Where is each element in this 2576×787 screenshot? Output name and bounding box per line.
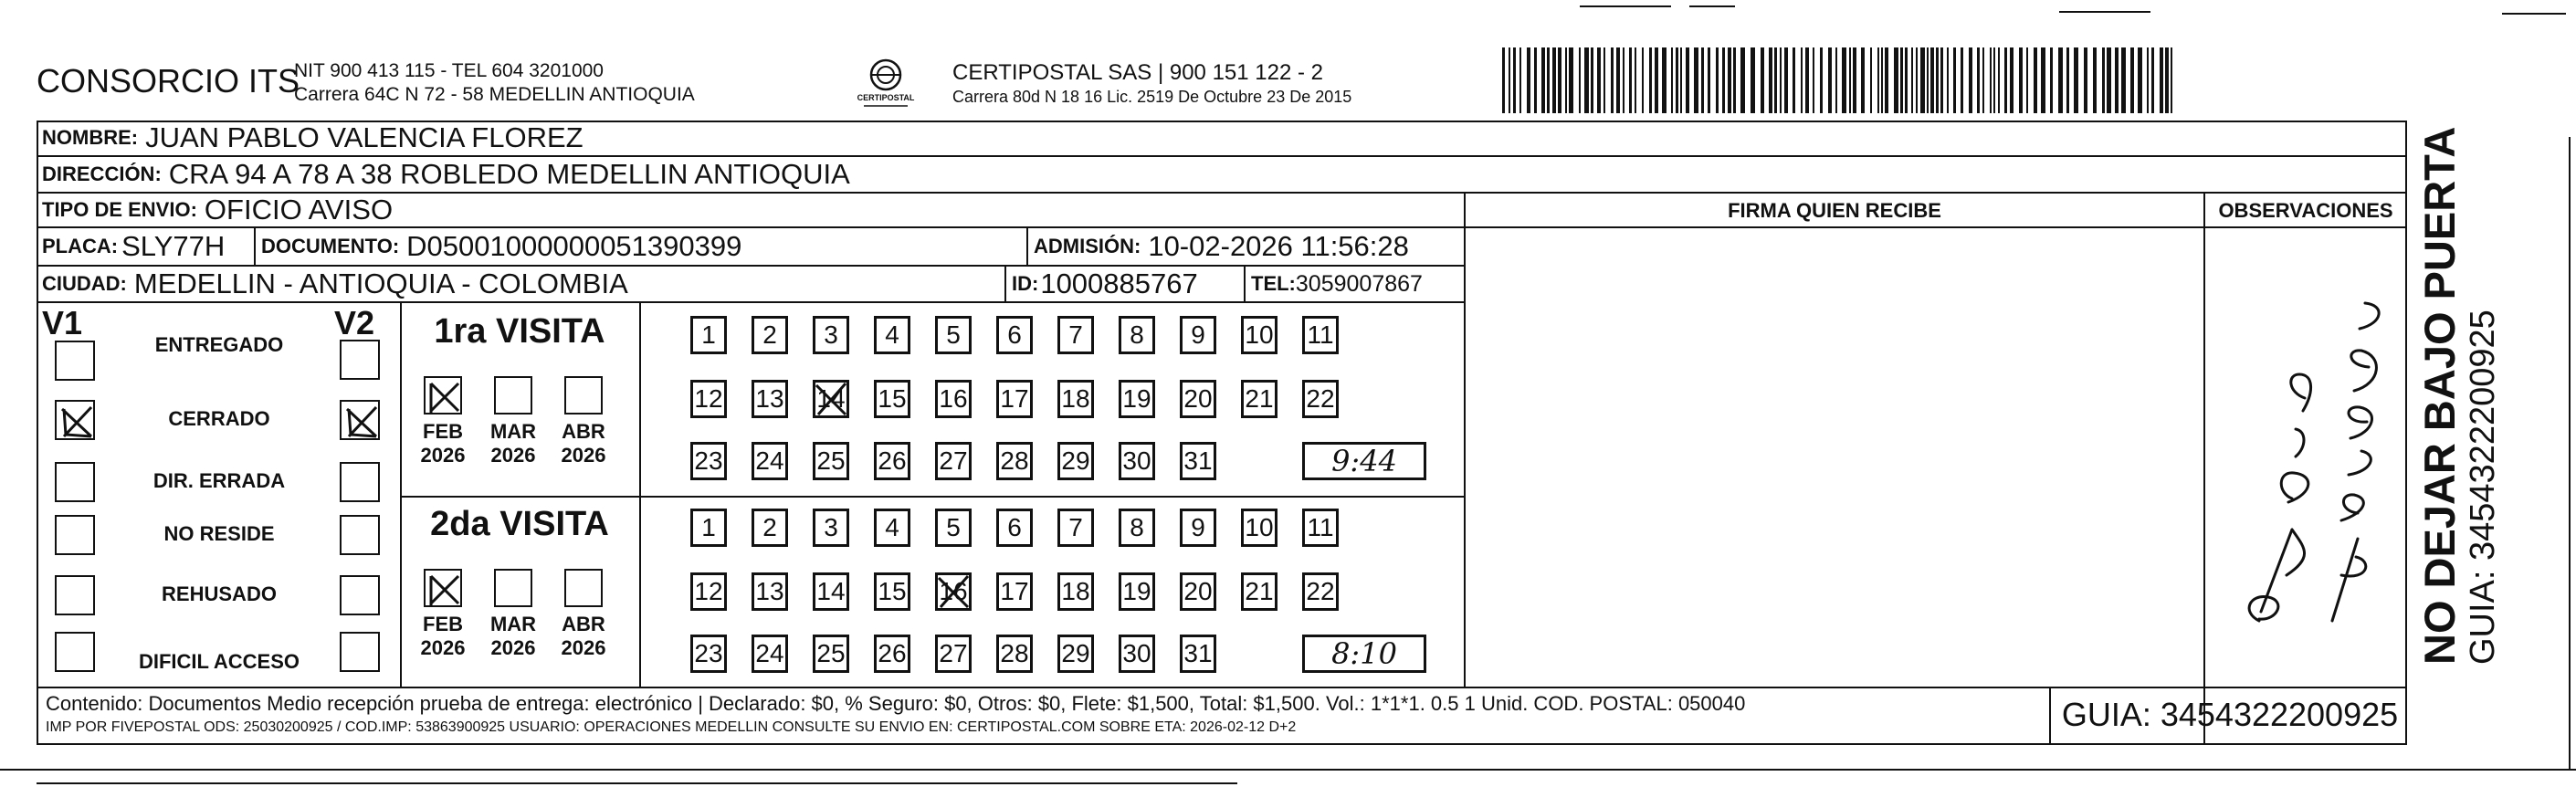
day-box[interactable]: 24 — [752, 442, 788, 480]
admision-cell — [1028, 228, 1463, 265]
v1-checkbox[interactable] — [55, 462, 95, 502]
day-box[interactable]: 11 — [1302, 509, 1339, 547]
no-dejar-text: NO DEJAR BAJO PUERTA — [2415, 126, 2464, 665]
day-box[interactable]: 20 — [1180, 380, 1216, 418]
v2-checkbox[interactable] — [340, 340, 380, 380]
id-value: 1000885767 — [1040, 268, 1198, 299]
day-box[interactable]: 29 — [1057, 635, 1094, 673]
side-guia: GUIA: 3454322200925 — [2464, 310, 2502, 665]
month-checkbox[interactable] — [564, 376, 603, 414]
day-box[interactable]: 25 — [813, 635, 849, 673]
day-box[interactable]: 21 — [1241, 572, 1277, 611]
day-box[interactable]: 31 — [1180, 635, 1216, 673]
month-checkbox[interactable] — [494, 569, 532, 607]
day-box[interactable]: 19 — [1119, 572, 1155, 611]
ciudad-value: MEDELLIN - ANTIOQUIA - COLOMBIA — [133, 268, 628, 299]
year-label: 2026 — [561, 444, 606, 467]
day-box[interactable]: 11 — [1302, 316, 1339, 354]
day-box[interactable]: 8 — [1119, 316, 1155, 354]
day-box[interactable]: 30 — [1119, 442, 1155, 480]
day-box[interactable]: 20 — [1180, 572, 1216, 611]
day-box[interactable]: 18 — [1057, 380, 1094, 418]
id-cell — [1006, 267, 1246, 301]
status-label: DIFICIL ACCESO — [138, 650, 300, 673]
day-box[interactable]: 31 — [1180, 442, 1216, 480]
visit-title: 1ra VISITA — [434, 312, 605, 351]
month-label: MAR — [489, 613, 537, 635]
observaciones-handwriting — [2204, 228, 2407, 687]
day-box[interactable]: 1 — [690, 509, 727, 547]
day-box[interactable]: 22 — [1302, 572, 1339, 611]
day-box[interactable]: 9 — [1180, 509, 1216, 547]
side-text — [2415, 126, 2535, 665]
day-box[interactable]: 18 — [1057, 572, 1094, 611]
admision-label: ADMISIÓN: — [1034, 235, 1141, 257]
day-box[interactable]: 17 — [996, 380, 1033, 418]
company-name: CONSORCIO ITS — [37, 62, 300, 100]
tipo-label: TIPO DE ENVIO: — [42, 198, 197, 221]
day-box[interactable]: 17 — [996, 572, 1033, 611]
day-box[interactable]: 26 — [874, 635, 910, 673]
day-box[interactable]: 13 — [752, 572, 788, 611]
day-box[interactable]: 13 — [752, 380, 788, 418]
month-label: ABR — [562, 420, 605, 443]
v2-checkbox[interactable] — [340, 400, 380, 440]
day-box[interactable]: 10 — [1241, 316, 1277, 354]
month-label: MAR — [489, 420, 537, 443]
v1-checkbox[interactable] — [55, 400, 95, 440]
direccion-value: CRA 94 A 78 A 38 ROBLEDO MEDELLIN ANTIOQUIA — [168, 158, 850, 190]
tel-value: 3059007867 — [1295, 270, 1423, 297]
day-box[interactable]: 4 — [874, 509, 910, 547]
day-box[interactable]: 19 — [1119, 380, 1155, 418]
v1-checkbox[interactable] — [55, 632, 95, 672]
v2-checkbox[interactable] — [340, 515, 380, 555]
day-box[interactable]: 14 — [813, 572, 849, 611]
v2-label: V2 — [334, 304, 375, 341]
firma-label: FIRMA QUIEN RECIBE — [1728, 199, 1941, 222]
day-box[interactable]: 28 — [996, 442, 1033, 480]
admision-value: 10-02-2026 11:56:28 — [1148, 230, 1409, 262]
nombre-value: JUAN PABLO VALENCIA FLOREZ — [145, 121, 584, 153]
day-box[interactable]: 22 — [1302, 380, 1339, 418]
month-label: ABR — [562, 613, 605, 635]
day-box[interactable]: 27 — [935, 635, 972, 673]
status-label: DIR. ERRADA — [152, 469, 286, 492]
tipo-value: OFICIO AVISO — [204, 194, 394, 226]
month-checkbox[interactable] — [424, 569, 462, 607]
v1-label: V1 — [42, 304, 83, 341]
nombre-row — [37, 121, 2407, 157]
day-box[interactable]: 5 — [935, 316, 972, 354]
day-box[interactable]: 10 — [1241, 509, 1277, 547]
v2-checkbox[interactable] — [340, 462, 380, 502]
tel-label: TEL: — [1251, 272, 1296, 295]
visit-time: 9:44 — [1302, 442, 1426, 480]
month-checkbox[interactable] — [564, 569, 603, 607]
day-box[interactable]: 7 — [1057, 509, 1094, 547]
ciudad-row — [37, 267, 1465, 303]
day-box[interactable]: 16 — [935, 380, 972, 418]
year-label: 2026 — [420, 636, 466, 659]
month-checkbox[interactable] — [424, 376, 462, 414]
day-box[interactable]: 23 — [690, 442, 727, 480]
day-box[interactable]: 1 — [690, 316, 727, 354]
day-box[interactable]: 6 — [996, 509, 1033, 547]
status-label: CERRADO — [168, 407, 270, 430]
id-label: ID: — [1012, 272, 1039, 295]
day-box[interactable]: 3 — [813, 316, 849, 354]
certipostal-logo — [858, 53, 913, 110]
placa-value: SLY77H — [121, 230, 226, 262]
tel-cell — [1246, 267, 1463, 301]
barcode — [1502, 47, 2178, 113]
day-box[interactable]: 29 — [1057, 442, 1094, 480]
day-box[interactable]: 2 — [752, 509, 788, 547]
company-address: Carrera 64C N 72 - 58 MEDELLIN ANTIOQUIA — [294, 84, 695, 105]
day-box[interactable]: 30 — [1119, 635, 1155, 673]
day-box[interactable]: 9 — [1180, 316, 1216, 354]
v1-checkbox[interactable] — [55, 575, 95, 615]
month-label: FEB — [423, 420, 463, 443]
day-box[interactable]: 4 — [874, 316, 910, 354]
footer-imp: IMP POR FIVEPOSTAL ODS: 25030200925 / COD.IMP: 53863900925 USUARIO: OPERACIONES MEDELLIN CONSULTE SU ENVIO EN: CERTIPOSTAL.COM SOBRE ETA: 2026-02-12 D+2 — [46, 719, 1297, 735]
day-box[interactable]: 26 — [874, 442, 910, 480]
year-label: 2026 — [490, 444, 536, 467]
documento-label: DOCUMENTO: — [261, 235, 400, 257]
day-box[interactable]: 15 — [874, 380, 910, 418]
day-box[interactable]: 28 — [996, 635, 1033, 673]
nombre-label: NOMBRE: — [42, 126, 139, 149]
day-box[interactable]: 24 — [752, 635, 788, 673]
status-label: REHUSADO — [162, 582, 277, 605]
placa-row — [37, 228, 1465, 267]
placa-cell — [37, 228, 256, 265]
day-box[interactable]: 14 — [813, 380, 849, 418]
placa-label: PLACA: — [42, 235, 119, 257]
day-box[interactable]: 21 — [1241, 380, 1277, 418]
month-label: FEB — [423, 613, 463, 635]
footer-guia: GUIA: 3454322200925 — [2061, 696, 2399, 733]
company-nit: NIT 900 413 115 - TEL 604 3201000 — [294, 60, 604, 81]
day-box[interactable]: 25 — [813, 442, 849, 480]
year-label: 2026 — [561, 636, 606, 659]
status-label: NO RESIDE — [163, 522, 275, 545]
day-box[interactable]: 15 — [874, 572, 910, 611]
visit-title: 2da VISITA — [430, 505, 609, 543]
documento-value: D05001000000051390399 — [406, 230, 742, 262]
day-box[interactable]: 12 — [690, 380, 727, 418]
observaciones-label: OBSERVACIONES — [2218, 199, 2393, 222]
day-box[interactable]: 8 — [1119, 509, 1155, 547]
certipostal-address: Carrera 80d N 18 16 Lic. 2519 De Octubre 23 De 2015 — [952, 88, 1352, 106]
v1-checkbox[interactable] — [55, 341, 95, 381]
day-box[interactable]: 23 — [690, 635, 727, 673]
day-box[interactable]: 6 — [996, 316, 1033, 354]
direccion-label: DIRECCIÓN: — [42, 163, 162, 185]
direccion-row — [37, 157, 2407, 194]
day-box[interactable]: 5 — [935, 509, 972, 547]
status-label: ENTREGADO — [154, 333, 284, 356]
certipostal-nit: CERTIPOSTAL SAS | 900 151 122 - 2 — [952, 60, 1323, 85]
ciudad-cell — [37, 267, 1006, 301]
month-checkbox[interactable] — [494, 376, 532, 414]
v1-checkbox[interactable] — [55, 515, 95, 555]
v2-checkbox[interactable] — [340, 632, 380, 672]
day-box[interactable]: 27 — [935, 442, 972, 480]
day-box[interactable]: 3 — [813, 509, 849, 547]
year-label: 2026 — [490, 636, 536, 659]
day-box[interactable]: 7 — [1057, 316, 1094, 354]
day-box[interactable]: 2 — [752, 316, 788, 354]
day-box[interactable]: 12 — [690, 572, 727, 611]
footer-content: Contenido: Documentos Medio recepción prueba de entrega: electrónico | Declarado: $0, % Seguro: $0, Otros: $0, Flete: $1,500, Total: $1,500. Vol.: 1*1*1. 0.5 1 Unid. COD. POSTAL: 050040 — [46, 692, 1746, 715]
day-box[interactable]: 16 — [935, 572, 972, 611]
year-label: 2026 — [420, 444, 466, 467]
v2-checkbox[interactable] — [340, 575, 380, 615]
logo-text: CERTIPOSTAL — [857, 93, 915, 102]
documento-cell — [256, 228, 1028, 265]
ciudad-label: CIUDAD: — [42, 272, 127, 295]
visit-time: 8:10 — [1302, 635, 1426, 673]
